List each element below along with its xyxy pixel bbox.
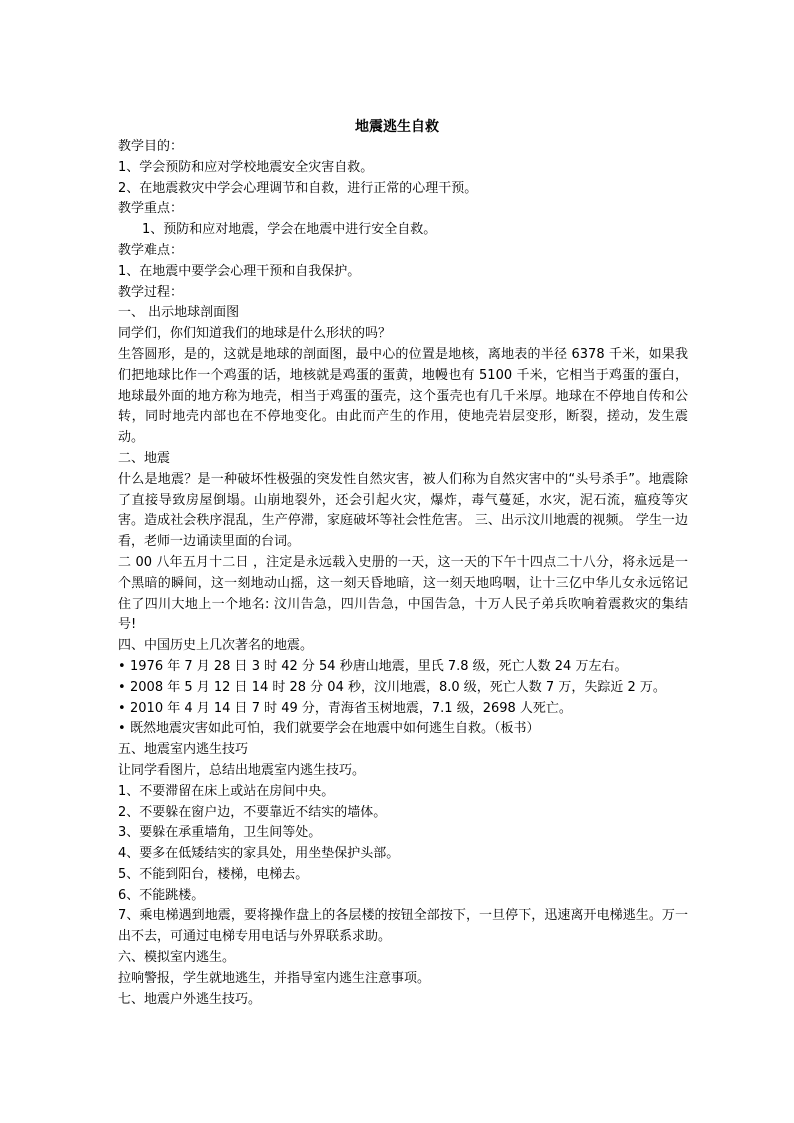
paragraph: 七、地震户外逃生技巧。 <box>118 991 262 1007</box>
paragraph: 一、 出示地球剖面图 <box>118 305 240 321</box>
document-body <box>118 137 688 1010</box>
bullet-item <box>118 657 688 678</box>
paragraph: 四、中国历史上几次著名的地震。 <box>118 638 314 654</box>
bullet-marker: • <box>118 721 126 737</box>
paragraph: 7、乘电梯遇到地震，要将操作盘上的各层楼的按钮全部按下，一旦停下，迅速离开电梯逃生。万一出不去，可通过电梯专用电话与外界联系求助。 <box>118 908 688 945</box>
paragraph: 教学重点： <box>118 201 184 217</box>
bullet-text: 2010 年 4 月 14 日 7 时 49 分，青海省玉树地震，7.1 级，2698 人死亡。 <box>130 700 572 716</box>
paragraph: 5、不能到阳台，楼梯，电梯去。 <box>118 866 309 882</box>
paragraph: 3、要躲在承重墙角，卫生间等处。 <box>118 825 322 841</box>
bullet-text: 1976 年 7 月 28 日 3 时 42 分 54 秒唐山地震，里氏 7.8 级，死亡人数 24 万左右。 <box>130 658 628 674</box>
paragraph: 1、在地震中要学会心理干预和自我保护。 <box>118 263 361 279</box>
paragraph: 教学难点： <box>118 242 184 258</box>
paragraph: 同学们，你们知道我们的地球是什么形状的吗？ <box>118 326 392 342</box>
paragraph: 六、模拟室内逃生。 <box>118 950 236 966</box>
bullet-item <box>118 699 688 720</box>
bullet-text: 既然地震灾害如此可怕，我们就要学会在地震中如何逃生自救。（板书） <box>130 721 540 737</box>
bullet-marker: • <box>118 658 126 674</box>
document-title: 地震逃生自救 <box>355 119 439 135</box>
bullet-item <box>118 678 688 699</box>
paragraph: 五、地震室内逃生技巧 <box>118 742 249 758</box>
bullet-item <box>118 719 688 740</box>
paragraph: 2、不要躲在窗户边，不要靠近不结实的墙体。 <box>118 804 387 820</box>
paragraph: 拉响警报，学生就地逃生，并指导室内逃生注意事项。 <box>118 970 431 986</box>
paragraph: 4、要多在低矮结实的家具处，用坐垫保护头部。 <box>118 846 400 862</box>
paragraph: 生答圆形，是的，这就是地球的剖面图，最中心的位置是地核，离地表的半径 6378 千米，如果我们把地球比作一个鸡蛋的话，地核就是鸡蛋的蛋黄，地幔也有 5100 千米，它相当于鸡蛋的蛋白，地球最外面的地方称为地壳，相当于鸡蛋的蛋壳，这个蛋壳也有几千米厚。地球在不停地自传和公转，同时地壳内部也在不停地变化。由此而产生的作用，使地壳岩层变形，断裂，搓动，发生震动。 <box>118 346 688 446</box>
paragraph: 1、学会预防和应对学校地震安全灾害自救。 <box>118 159 374 175</box>
paragraph: 1、预防和应对地震，学会在地震中进行安全自救。 <box>142 222 437 238</box>
paragraph: 2、在地震救灾中学会心理调节和自救，进行正常的心理干预。 <box>118 180 478 196</box>
paragraph: 教学目的： <box>118 139 184 154</box>
bullet-text: 2008 年 5 月 12 日 14 时 28 分 04 秒，汶川地震，8.0 级，死亡人数 7 万，失踪近 2 万。 <box>130 679 666 695</box>
paragraph: 二、地震 <box>118 450 171 466</box>
paragraph: 让同学看图片，总结出地震室内逃生技巧。 <box>118 762 366 778</box>
paragraph: 6、不能跳楼。 <box>118 887 205 903</box>
paragraph: 什么是地震？是一种破坏性极强的突发性自然灾害，被人们称为自然灾害中的“头号杀手”。地震除了直接导致房屋倒塌。山崩地裂外，还会引起火灾，爆炸，毒气蔓延，水灾，泥石流，瘟疫等灾害。造成社会秩序混乱，生产停滞，家庭破坏等社会性危害。 三、出示汶川地震的视频。 学生一边看，老师一边诵读里面的台词。 <box>118 471 688 550</box>
paragraph: 1、不要滞留在床上或站在房间中央。 <box>118 783 335 799</box>
bullet-marker: • <box>118 700 126 716</box>
paragraph: 教学过程： <box>118 284 184 300</box>
paragraph: 二 00 八年五月十二日 ，注定是永远载入史册的一天，这一天的下午十四点二十八分，将永远是一个黑暗的瞬间，这一刻地动山摇，这一刻天昏地暗，这一刻天地呜咽，让十三亿中华儿女永远铭记住了四川大地上一个地名: 汶川告急，四川告急，中国告急，十万人民子弟兵吹响着震救灾的集结号! <box>118 554 688 633</box>
bullet-marker: • <box>118 679 126 695</box>
